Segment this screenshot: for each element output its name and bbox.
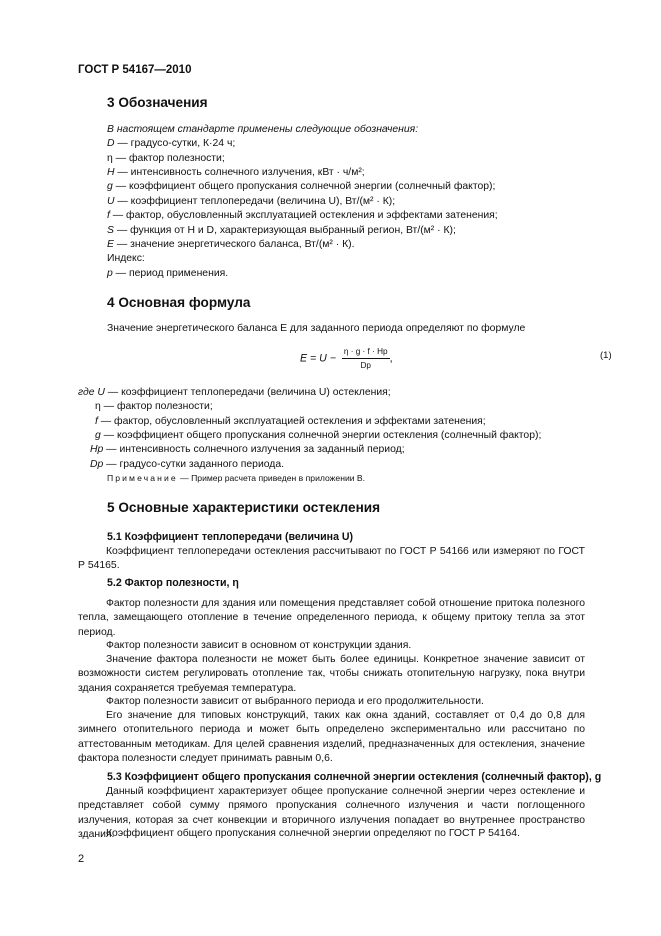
subsection-5-2-p4: Фактор полезности зависит от выбранного периода и его продолжительности.: [106, 696, 484, 707]
formula-denominator: Dp: [360, 361, 371, 371]
document-header: ГОСТ Р 54167—2010: [78, 64, 192, 76]
symbol-item: U — коэффициент теплопередачи (величина U), Вт/(м² · К);: [107, 195, 396, 207]
symbol-item: f — фактор, обусловленный эксплуатацией остекления и эффектами затенения;: [107, 210, 498, 222]
subsection-5-3-title: 5.3 Коэффициент общего пропускания солнечной энергии остекления (солнечный фактор), g: [107, 771, 602, 783]
section-3-list: [107, 123, 607, 281]
subsection-5-3-p2: Коэффициент общего пропускания солнечной энергии определяют по ГОСТ Р 54164.: [106, 828, 520, 839]
where-item: Hp — интенсивность солнечного излучения за заданный период;: [90, 444, 405, 456]
note: Примечание — Пример расчета приведен в приложении В.: [107, 473, 366, 483]
subsection-5-1-title: 5.1 Коэффициент теплопередачи (величина U): [107, 531, 354, 543]
where-item: где U — коэффициент теплопередачи (величина U) остекления;: [78, 387, 391, 398]
formula-fraction: [342, 346, 390, 372]
symbol-item: D — градусо-сутки, К·24 ч;: [107, 138, 236, 150]
where-item: Dp — градусо-сутки заданного периода.: [90, 458, 285, 470]
subsection-5-2-p1: Фактор полезности для здания или помещения представляет собой отношение притока полезного тепла, замещающего отопление в течение определенного периода, к общему притоку тепла за этот период.: [78, 598, 585, 638]
symbol-item: E — значение энергетического баланса, Вт/(м² · К).: [107, 238, 355, 250]
subsection-5-3-p1: Данный коэффициент характеризует общее пропускание солнечной энергии через остекление и представляет собой сумму прямого пропускания солнечного излучения и части поглощенного излучения, которая за счет конвекции и вторичного излучения попадает во внутреннее пространство здания.: [78, 786, 585, 841]
section-3-intro: В настоящем стандарте применены следующие обозначения:: [107, 124, 419, 135]
symbol-item: g — коэффициент общего пропускания солнечной энергии (солнечный фактор);: [107, 181, 496, 193]
subsection-5-2-p2: Фактор полезности зависит в основном от конструкции здания.: [106, 640, 412, 651]
index-item: p — период применения.: [107, 267, 229, 279]
where-item: g — коэффициент общего пропускания солнечной энергии остекления (солнечный фактор);: [95, 430, 542, 442]
symbol-item: H — интенсивность солнечного излучения, кВт · ч/м²;: [107, 167, 365, 179]
symbol-item: η — фактор полезности;: [107, 152, 225, 164]
subsection-5-2-p3: Значение фактора полезности не может быть более единицы. Конкретное значение зависит от возможности систем регулировать отопление так, чтобы снижать отопительную нагрузку, пока внутри здания сохраняется требуемая температура.: [78, 654, 585, 694]
index-label: Индекс:: [107, 253, 145, 265]
subsection-5-2-title: 5.2 Фактор полезности, η: [107, 577, 239, 589]
section-4-intro: Значение энергетического баланса E для заданного периода определяют по формуле: [107, 323, 526, 334]
page-number: 2: [78, 853, 85, 865]
subsection-5-1-text: Коэффициент теплопередачи остекления рассчитывают по ГОСТ Р 54166 или измеряют по ГОСТ Р 54165.: [78, 546, 585, 572]
where-list: [78, 386, 618, 472]
where-item: η — фактор полезности;: [95, 401, 213, 413]
formula-1: [300, 346, 393, 372]
formula-numerator: η · g · f · Hp: [342, 346, 390, 359]
section-3-title: 3 Обозначения: [107, 95, 208, 110]
section-5-title: 5 Основные характеристики остекления: [107, 500, 381, 515]
symbol-item: S — функция от H и D, характеризующая выбранный регион, Вт/(м² · К);: [107, 224, 456, 236]
equation-number: (1): [600, 350, 612, 361]
formula-lhs: E = U −: [300, 352, 336, 365]
formula-comma: ,: [389, 352, 393, 365]
section-4-title: 4 Основная формула: [107, 295, 251, 310]
subsection-5-2-p5: Его значение для типовых конструкций, таких как окна зданий, составляет от 0,4 до 0,8 для зимнего отопительного периода и может быть определено экспериментально или рассчитано по аттестованным методикам. Для целей сравнения изделий, предназначенных для остекления, значение фактора полезности следует принимать равным 0,6.: [78, 710, 585, 765]
where-item: f — фактор, обусловленный эксплуатацией остекления и эффектами затенения;: [95, 415, 486, 427]
